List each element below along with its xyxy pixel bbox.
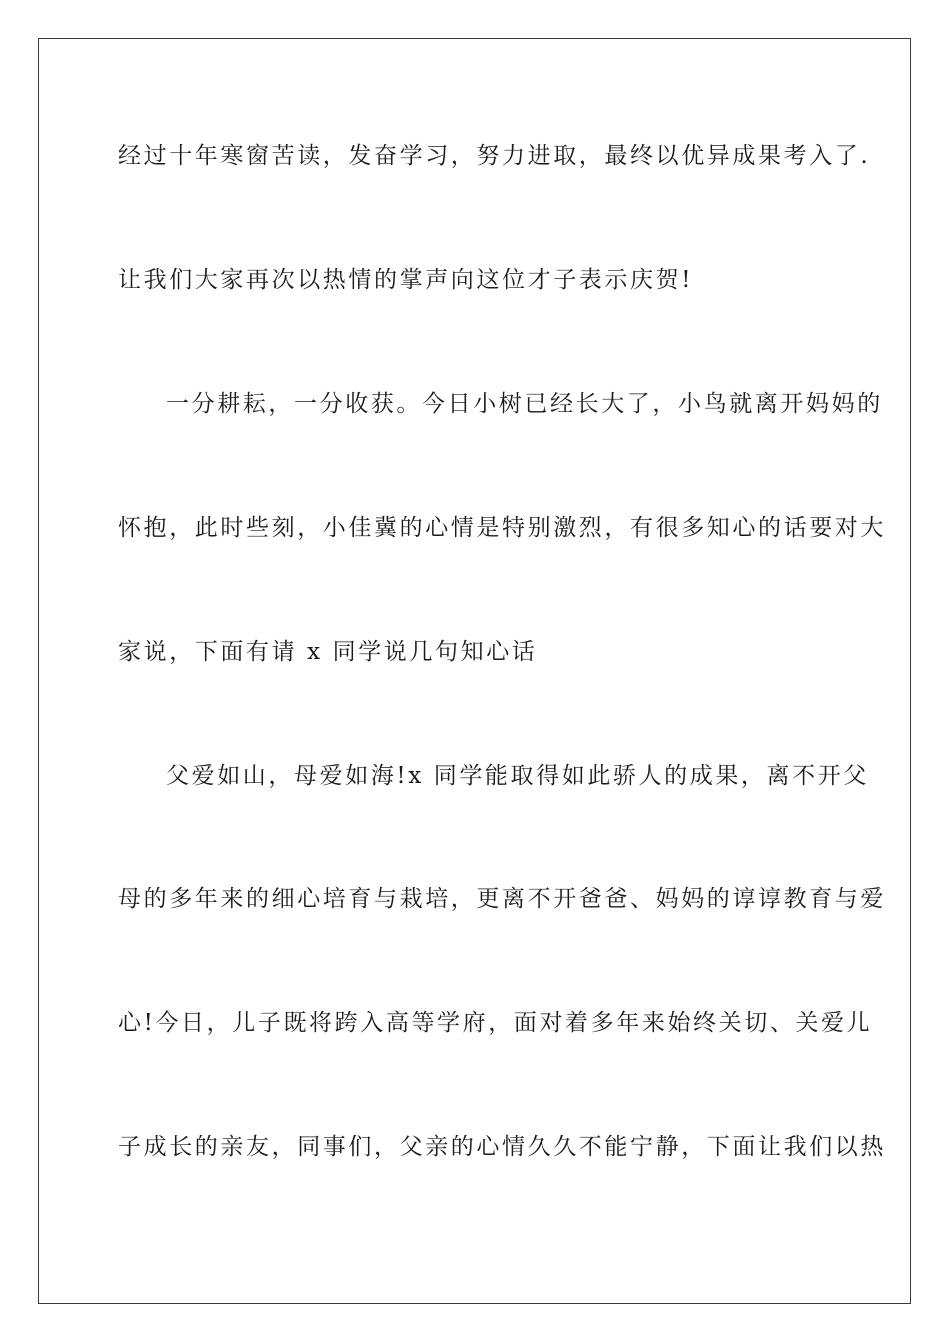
text-line-4: 怀抱，此时些刻，小佳冀的心情是特别激烈，有很多知心的话要对大	[118, 515, 886, 541]
text-line-8: 心!今日，儿子既将跨入高等学府，面对着多年来始终关切、关爱儿	[118, 1010, 873, 1036]
text-line-1: 经过十年寒窗苦读，发奋学习，努力进取，最终以优异成果考入了.	[118, 143, 871, 169]
text-line-9: 子成长的亲友，同事们，父亲的心情久久不能宁静，下面让我们以热	[118, 1134, 886, 1160]
text-line-2: 让我们大家再次以热情的掌声向这位才子表示庆贺!	[118, 267, 694, 293]
text-line-5: 家说，下面有请 x 同学说几句知心话	[118, 639, 538, 665]
text-line-7: 母的多年来的细心培育与栽培，更离不开爸爸、妈妈的谆谆教育与爱	[118, 886, 886, 912]
text-line-6: 父爱如山，母爱如海!x 同学能取得如此骄人的成果，离不开父	[166, 763, 869, 789]
text-line-3: 一分耕耘，一分收获。今日小树已经长大了，小鸟就离开妈妈的	[166, 391, 883, 417]
page-border	[38, 38, 911, 1304]
